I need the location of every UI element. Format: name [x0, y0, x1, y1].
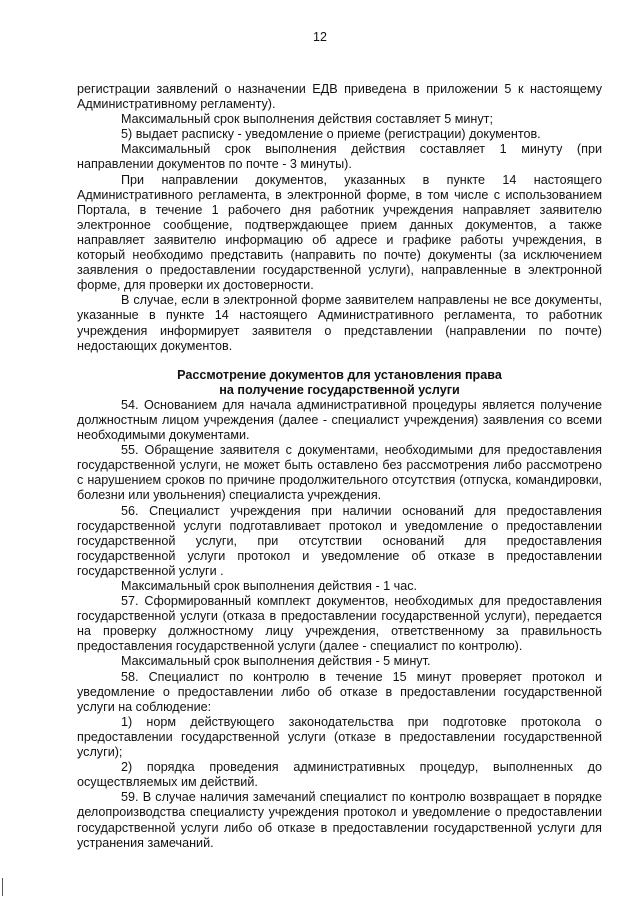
paragraph-57: 57. Сформированный комплект документов, необходимых для предоставления государственной услуги (отказа в предоставлении государственной услуги), передается на проверку должностному лицу учреждения, ответственному за правильность предоставления государственной услуги (далее - специалист по контролю). [77, 594, 602, 654]
paragraph-54: 54. Основанием для начала административной процедуры является получение должностным лицом учреждения (далее - специалист учреждения) заявления со всеми необходимыми документами. [77, 397, 602, 443]
section-heading-line-1: Рассмотрение документов для установления права [177, 367, 502, 382]
paragraph-max-time-1-hour: Максимальный срок выполнения действия - 1 час. [121, 579, 418, 593]
page-number: 12 [313, 30, 327, 44]
paragraph-58: 58. Специалист по контролю в течение 15 минут проверяет протокол и уведомление о предоставлении либо об отказе в предоставлении государственной услуги на соблюдение: [77, 669, 602, 714]
paragraph-55: 55. Обращение заявителя с документами, необходимыми для предоставления государственной услуги, не может быть оставлено без рассмотрения либо рассмотрено с нарушением сроков по причине продолжительного отсутствия (отпуска, командировки, болезни или увольнения) специалиста учреждения. [77, 443, 602, 503]
paragraph-electronic-submission: При направлении документов, указанных в пункте 14 настоящего Административного регламента, в электронной форме, в том числе с использованием Портала, в течение 1 рабочего дня работник учреждения направляет заявителю электронное сообщение, подтверждающее прием данных документов, а также направляет заявителю информацию об адресе и графике работы учреждения, в который необходимо представить (направить по почте) документы (за исключением заявления о предоставлении государственной услуги), направленные в электронной форме, для проверки их достоверности. [77, 172, 602, 293]
document-body [77, 82, 602, 851]
section-heading-line-2: на получение государственной услуги [219, 382, 460, 397]
paragraph-max-time-5-min: Максимальный срок выполнения действия составляет 5 минут; [121, 112, 493, 127]
paragraph-continuation: регистрации заявлений о назначении ЕДВ приведена в приложении 5 к настоящему Административному регламенту). [77, 82, 602, 112]
paragraph-56: 56. Специалист учреждения при наличии оснований для предоставления государственной услуги подготавливает протокол и уведомление о предоставлении государственной услуги, при отсутствии оснований для предоставления государственной услуги протокол и уведомление об отказе в предоставлении государственной услуги . [77, 503, 602, 578]
paragraph-58-item-1: 1) норм действующего законодательства при подготовке протокола о предоставлении государственной услуги (отказе в предоставлении государственной услуги); [77, 714, 602, 760]
paragraph-item-5-receipt: 5) выдает расписку - уведомление о приеме (регистрации) документов. [121, 127, 541, 142]
scan-edge-mark [2, 878, 3, 896]
paragraph-max-time-5-min-2: Максимальный срок выполнения действия - 5 минут. [121, 654, 431, 669]
section-heading [77, 368, 602, 398]
paragraph-incomplete-documents: В случае, если в электронной форме заявителем направлены не все документы, указанные в пункте 14 настоящего Административного регламента, то работник учреждения информирует заявителя о представлении (направлении по почте) недостающих документов. [77, 293, 602, 353]
paragraph-max-time-1-min: Максимальный срок выполнения действия составляет 1 минуту (при направлении документов по почте - 3 минуты). [77, 142, 602, 172]
paragraph-58-item-2: 2) порядка проведения административных процедур, выполненных до осуществляемых им действий. [77, 760, 602, 790]
paragraph-59: 59. В случае наличия замечаний специалист по контролю возвращает в порядке делопроизводства специалисту учреждения протокол и уведомление о предоставлении государственной услуги либо об отказе в предоставлении государственной услуги для устранения замечаний. [77, 790, 602, 850]
